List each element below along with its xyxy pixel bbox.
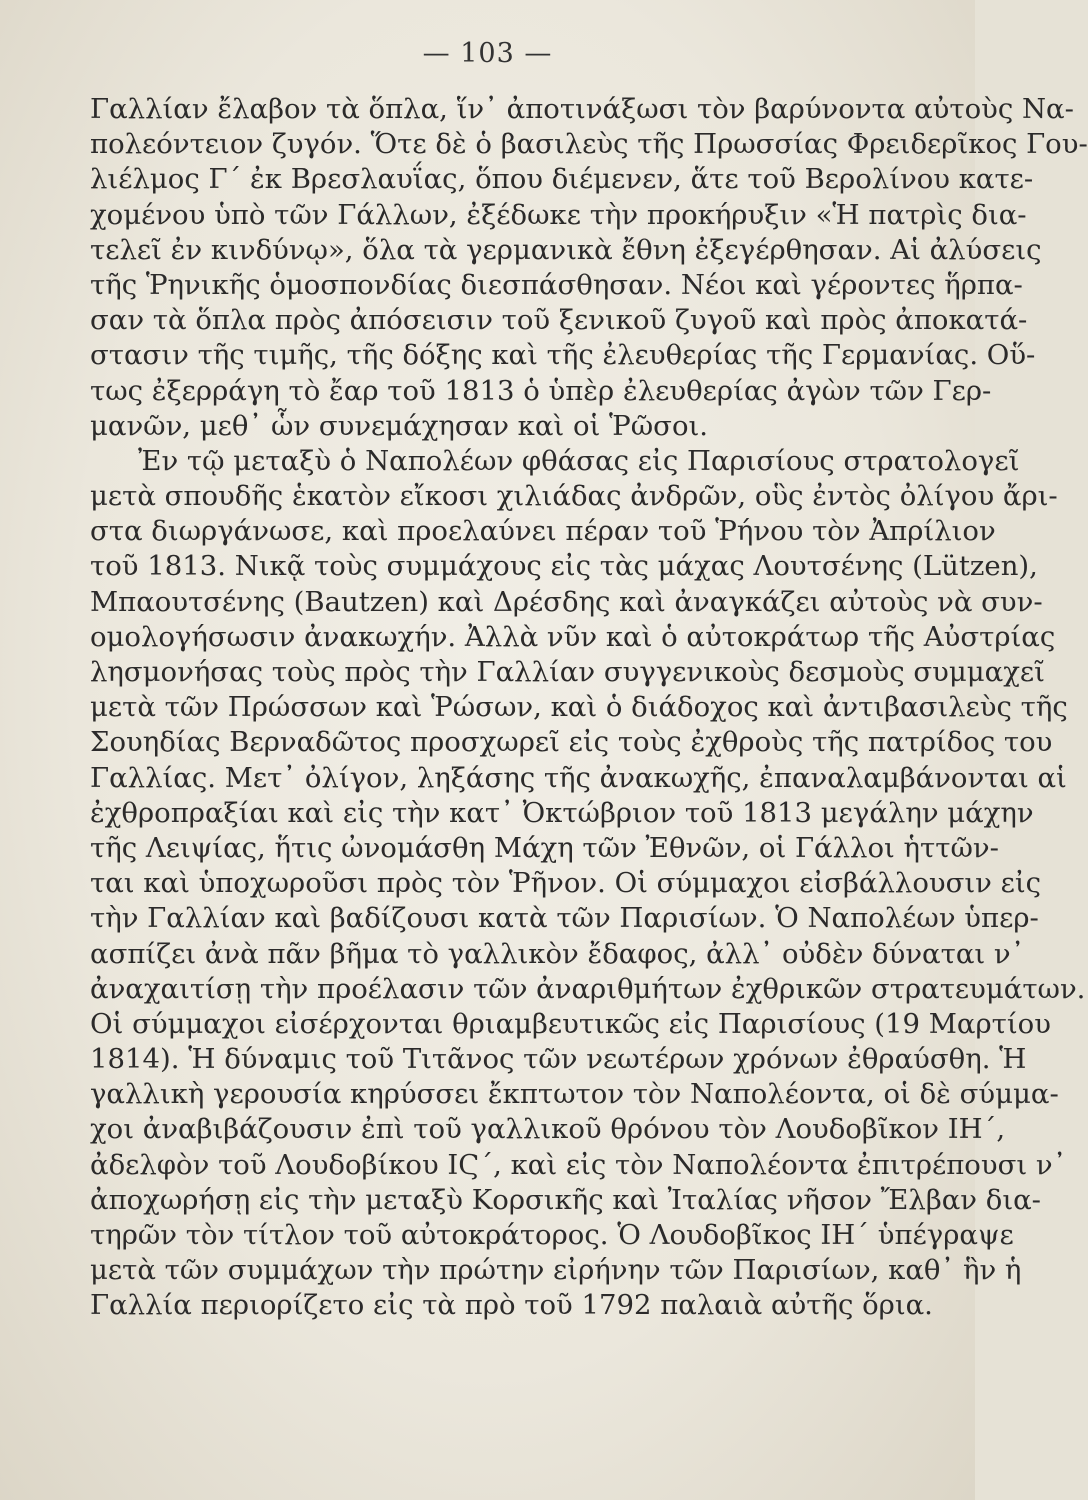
text-line: ται καὶ ὑποχωροῦσι πρὸς τὸν Ῥῆνον. Οἱ σύμμαχοι εἰσβάλλουσιν εἰς: [90, 867, 1042, 900]
text-line: στα διωργάνωσε, καὶ προελαύνει πέραν τοῦ Ῥήνου τὸν Ἀπρίλιον: [90, 515, 996, 548]
text-line: Οἱ σύμμαχοι εἰσέρχονται θριαμβευτικῶς εἰς Παρισίους (19 Μαρτίου: [90, 1007, 1051, 1040]
text-line: τῆς Ῥηνικῆς ὁμοσπονδίας διεσπάσθησαν. Νέοι καὶ γέροντες ἥρπα-: [90, 268, 1023, 301]
text-line: ἀποχωρήσῃ εἰς τὴν μεταξὺ Κορσικῆς καὶ Ἰταλίας νῆσον Ἔλβαν δια-: [90, 1183, 1041, 1216]
text-line: λησμονήσας τοὺς πρὸς τὴν Γαλλίαν συγγενικοὺς δεσμοὺς συμμαχεῖ: [90, 656, 1045, 688]
text-line: τὴν Γαλλίαν καὶ βαδίζουσι κατὰ τῶν Παρισίων. Ὁ Ναπολέων ὑπερ-: [90, 902, 1039, 935]
text-line: ομολογήσωσιν ἀνακωχήν. Ἀλλὰ νῦν καὶ ὁ αὐτοκράτωρ τῆς Αὐστρίας: [90, 620, 1056, 653]
text-line: ἐχθροπραξίαι καὶ εἰς τὴν κατ᾽ Ὀκτώβριον τοῦ 1813 μεγάλην μάχην: [90, 796, 1034, 829]
paragraph-end-line: Γαλλία περιορίζετο εἰς τὰ πρὸ τοῦ 1792 παλαιὰ αὐτῆς ὅρια.: [90, 1289, 933, 1322]
text-line: Γαλλίας. Μετ᾽ ὀλίγον, ληξάσης τῆς ἀνακωχῆς, ἐπαναλαμβάνονται αἱ: [90, 761, 1067, 794]
body-text: [90, 92, 1088, 1324]
text-line: Μπαουτσένης (Bautzen) καὶ Δρέσδης καὶ ἀναγκάζει αὐτοὺς νὰ συν-: [90, 585, 1043, 618]
paragraph-start-line: Ἐν τῷ μεταξὺ ὁ Ναπολέων φθάσας εἰς Παρισίους στρατολογεῖ: [138, 444, 1020, 477]
text-line: Γαλλίαν ἔλαβον τὰ ὅπλα, ἵν᾽ ἀποτινάξωσι τὸν βαρύνοντα αὐτοὺς Να-: [90, 93, 1074, 125]
text-line: χοι ἀναβιβάζουσιν ἐπὶ τοῦ γαλλικοῦ θρόνου τὸν Λουδοβῖκον ΙΗ΄,: [90, 1113, 1006, 1146]
text-line: μετὰ τῶν συμμάχων τὴν πρώτην εἰρήνην τῶν Παρισίων, καθ᾽ ἣν ἡ: [90, 1254, 1022, 1287]
text-line: ἀναχαιτίσῃ τὴν προέλασιν τῶν ἀναριθμήτων ἐχθρικῶν στρατευμάτων.: [90, 972, 1086, 1005]
text-line: σαν τὰ ὅπλα πρὸς ἀπόσεισιν τοῦ ξενικοῦ ζυγοῦ καὶ πρὸς ἀποκατά-: [90, 304, 1028, 337]
text-line: 1814). Ἡ δύναμις τοῦ Τιτᾶνος τῶν νεωτέρων χρόνων ἐθραύσθη. Ἡ: [90, 1043, 1027, 1076]
text-line: μετὰ σπουδῆς ἑκατὸν εἴκοσι χιλιάδας ἀνδρῶν, οὓς ἐντὸς ὀλίγου ἄρι-: [90, 480, 1058, 513]
text-line: πολεόντειον ζυγόν. Ὅτε δὲ ὁ βασιλεὺς τῆς Πρωσσίας Φρειδερῖκος Γου-: [90, 128, 1088, 161]
text-line: χομένου ὑπὸ τῶν Γάλλων, ἐξέδωκε τὴν προκήρυξιν «Ἡ πατρὶς δια-: [90, 198, 1027, 231]
text-line: τηρῶν τὸν τίτλον τοῦ αὐτοκράτορος. Ὁ Λουδοβῖκος ΙΗ΄ ὑπέγραψε: [90, 1219, 1014, 1251]
page-number: — 103 —: [422, 38, 553, 69]
text-line: μετὰ τῶν Πρώσσων καὶ Ῥώσων, καὶ ὁ διάδοχος καὶ ἀντιβασιλεὺς τῆς: [90, 691, 1068, 724]
text-line: τῆς Λειψίας, ἥτις ὠνομάσθη Μάχη τῶν Ἐθνῶν, οἱ Γάλλοι ἡττῶν-: [90, 831, 999, 864]
text-line: ἀδελφὸν τοῦ Λουδοβίκου ΙϚ΄, καὶ εἰς τὸν Ναπολέοντα ἐπιτρέπουσι ν᾽: [90, 1148, 1067, 1181]
text-line: τως ἐξερράγη τὸ ἔαρ τοῦ 1813 ὁ ὑπὲρ ἐλευθερίας ἀγὼν τῶν Γερ-: [90, 374, 992, 407]
text-line: ασπίζει ἀνὰ πᾶν βῆμα τὸ γαλλικὸν ἔδαφος, ἀλλ᾽ οὐδὲν δύναται ν᾽: [90, 937, 1025, 970]
paragraph-end-line: μανῶν, μεθ᾽ ὧν συνεμάχησαν καὶ οἱ Ῥῶσοι.: [90, 409, 709, 442]
text-line: γαλλικὴ γερουσία κηρύσσει ἔκπτωτον τὸν Ναπολέοντα, οἱ δὲ σύμμα-: [90, 1078, 1059, 1111]
text-line: Σουηδίας Βερναδῶτος προσχωρεῖ εἰς τοὺς ἐχθροὺς τῆς πατρίδος του: [90, 726, 1053, 759]
text-line: στασιν τῆς τιμῆς, τῆς δόξης καὶ τῆς ἐλευθερίας τῆς Γερμανίας. Οὕ-: [90, 339, 1036, 372]
text-line: τελεῖ ἐν κινδύνῳ», ὅλα τὰ γερμανικὰ ἔθνη ἐξεγέρθησαν. Αἱ ἀλύσεις: [90, 233, 1042, 266]
text-line: λιέλμος Γ΄ ἐκ Βρεσλαυΐας, ὅπου διέμενεν, ἅτε τοῦ Βερολίνου κατε-: [90, 163, 1034, 196]
text-line: τοῦ 1813. Νικᾷ τοὺς συμμάχους εἰς τὰς μάχας Λουτσένης (Lützen),: [90, 550, 1038, 583]
